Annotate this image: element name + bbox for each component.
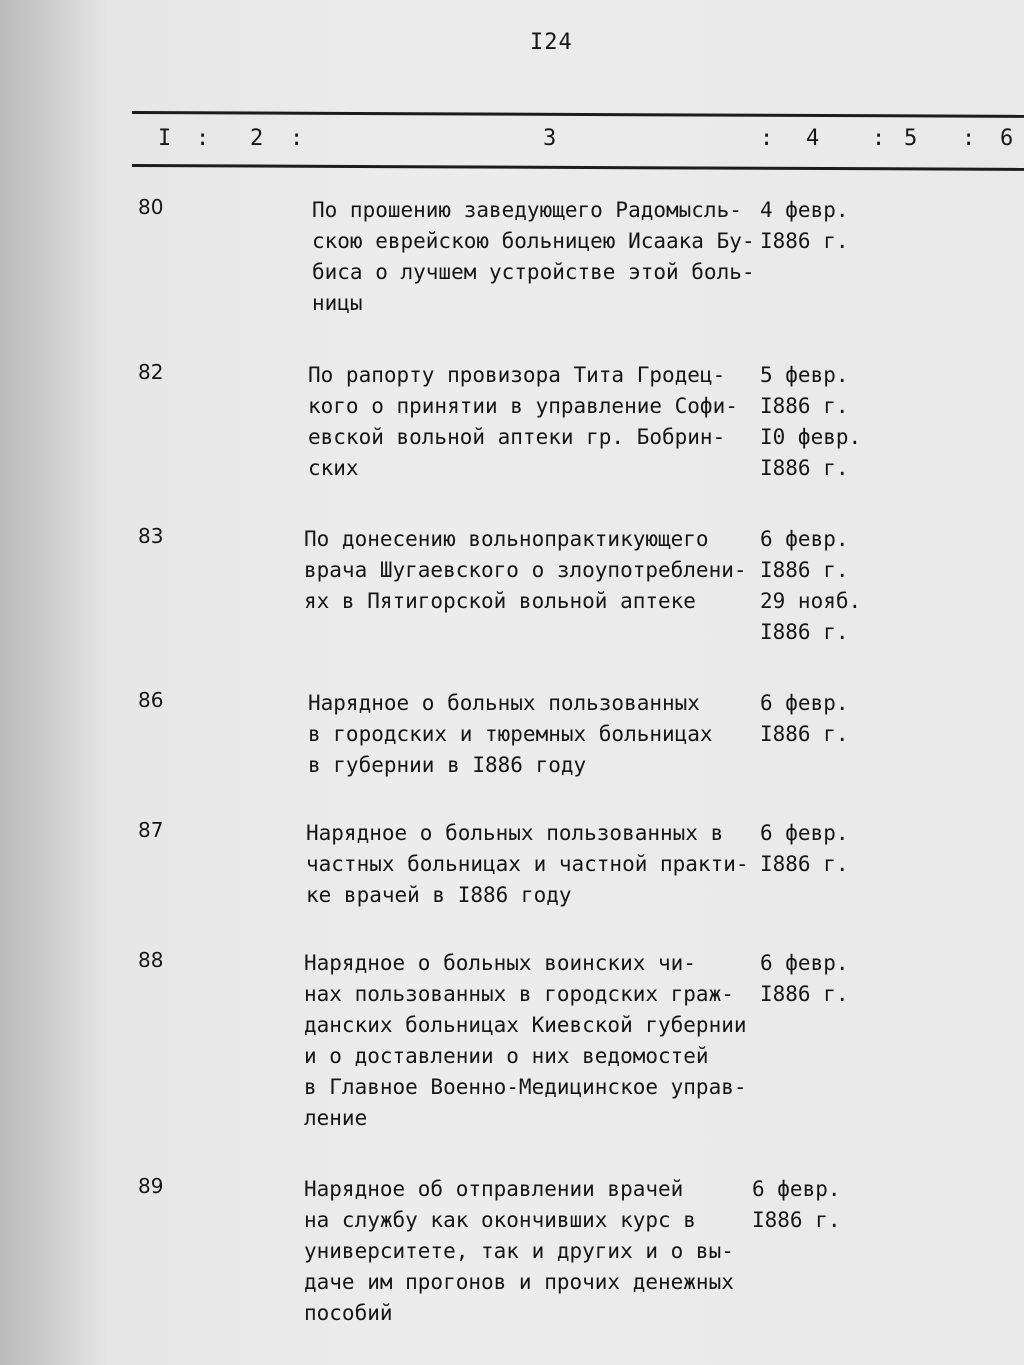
- entry-date-line: 4 февр.: [760, 198, 849, 222]
- header-col-6: 6: [1000, 126, 1014, 151]
- entry-number: 86: [138, 688, 164, 712]
- book-spine-shadow: [0, 0, 105, 1365]
- entry-text-line: По прошению заведующего Радомысль-: [312, 198, 742, 222]
- entry-date-line: I886 г.: [760, 722, 849, 746]
- entry-text-line: ке врачей в I886 году: [306, 883, 572, 907]
- header-sep-4: :: [872, 126, 886, 151]
- entry-number: 83: [138, 524, 164, 548]
- entry-text: [292, 360, 778, 484]
- entry-date-line: 6 февр.: [760, 951, 849, 975]
- entry-text-line: ских: [308, 456, 359, 480]
- column-header-row: [0, 126, 1024, 160]
- header-col-4: 4: [806, 126, 820, 151]
- entry-text-line: в губернии в I886 году: [308, 753, 587, 777]
- header-sep-1: :: [196, 126, 210, 151]
- entry-text-line: скою еврейскою больницею Исаака Бу-: [312, 229, 755, 253]
- entry-text-line: на службу как окончивших курс в: [304, 1208, 696, 1232]
- entry-number: 89: [138, 1174, 164, 1198]
- entry-text-line: По донесению вольнопрактикующего: [304, 527, 709, 551]
- entry-date-line: I886 г.: [760, 456, 849, 480]
- entry-date-line: I886 г.: [760, 852, 849, 876]
- entry-text-line: По рапорту провизора Тита Гродец-: [308, 363, 726, 387]
- entry-date-line: 6 февр.: [760, 527, 849, 551]
- entry-text-line: Нарядное о больных воинских чи-: [304, 951, 696, 975]
- entry-text-line: нах пользованных в городских граж-: [304, 982, 734, 1006]
- entry-text-line: данских больницах Киевской губернии: [304, 1013, 747, 1037]
- entry-text: [292, 948, 774, 1134]
- header-col-1: I: [158, 126, 172, 151]
- entry-date-line: I886 г.: [760, 982, 849, 1006]
- entry-date-line: 6 февр.: [752, 1177, 841, 1201]
- entry-text-line: университете, так и других и о вы-: [304, 1239, 734, 1263]
- page-number: I24: [530, 30, 573, 55]
- entry-text-line: Нарядное об отправлении врачей: [304, 1177, 684, 1201]
- entry-dates: [760, 948, 880, 1010]
- entry-number: 82: [138, 360, 164, 384]
- entry-text-line: Нарядное о больных пользованных в: [306, 821, 724, 845]
- entry-date-line: 6 февр.: [760, 821, 849, 845]
- entry-date-line: 29 нояб.: [760, 589, 862, 613]
- header-top-rule: [132, 111, 1024, 118]
- entry-text: [292, 195, 782, 319]
- entry-number: 88: [138, 948, 164, 972]
- entry-text: [292, 818, 776, 911]
- entry-dates: [760, 360, 880, 484]
- entry-text-line: ление: [304, 1106, 368, 1130]
- entry-text: [292, 688, 778, 781]
- entry-dates: [760, 524, 880, 648]
- entry-text-line: ях в Пятигорской вольной аптеке: [304, 589, 696, 613]
- entry-text-line: ницы: [312, 291, 363, 315]
- entry-date-line: 6 февр.: [760, 691, 849, 715]
- entry-dates: [760, 688, 880, 750]
- entry-date-line: I886 г.: [752, 1208, 841, 1232]
- entry-date-line: I886 г.: [760, 620, 849, 644]
- entry-date-line: I886 г.: [760, 394, 849, 418]
- entry-number: 80: [138, 195, 164, 219]
- entry-dates: [760, 195, 880, 257]
- entry-text-line: врача Шугаевского о злоупотреблени-: [304, 558, 747, 582]
- header-sep-5: :: [962, 126, 976, 151]
- entry-text-line: в городских и тюремных больницах: [308, 722, 713, 746]
- entry-text-line: пособий: [304, 1301, 393, 1325]
- entry-text-line: Нарядное о больных пользованных: [308, 691, 700, 715]
- entry-text-line: биса о лучшем устройстве этой боль-: [312, 260, 755, 284]
- header-col-3: 3: [543, 126, 557, 151]
- entry-text: [292, 524, 774, 617]
- entry-date-line: I0 февр.: [760, 425, 862, 449]
- header-col-5: 5: [904, 126, 918, 151]
- entry-dates: [752, 1174, 872, 1236]
- entry-number: 87: [138, 818, 164, 842]
- entry-text-line: даче им прогонов и прочих денежных: [304, 1270, 734, 1294]
- header-sep-2: :: [290, 126, 304, 151]
- entry-text-line: и о доставлении о них ведомостей: [304, 1044, 709, 1068]
- entry-date-line: I886 г.: [760, 558, 849, 582]
- entry-text: [292, 1174, 774, 1329]
- entry-date-line: I886 г.: [760, 229, 849, 253]
- entry-text-line: евской вольной аптеки гр. Бобрин-: [308, 425, 726, 449]
- entry-text-line: частных больницах и частной практи-: [306, 852, 749, 876]
- header-col-2: 2: [250, 126, 264, 151]
- entry-date-line: 5 февр.: [760, 363, 849, 387]
- entry-text-line: кого о принятии в управление Софи-: [308, 394, 738, 418]
- header-sep-3: :: [760, 126, 774, 151]
- entry-dates: [760, 818, 880, 880]
- entry-text-line: в Главное Военно-Медицинское управ-: [304, 1075, 747, 1099]
- header-bottom-rule: [132, 164, 1024, 171]
